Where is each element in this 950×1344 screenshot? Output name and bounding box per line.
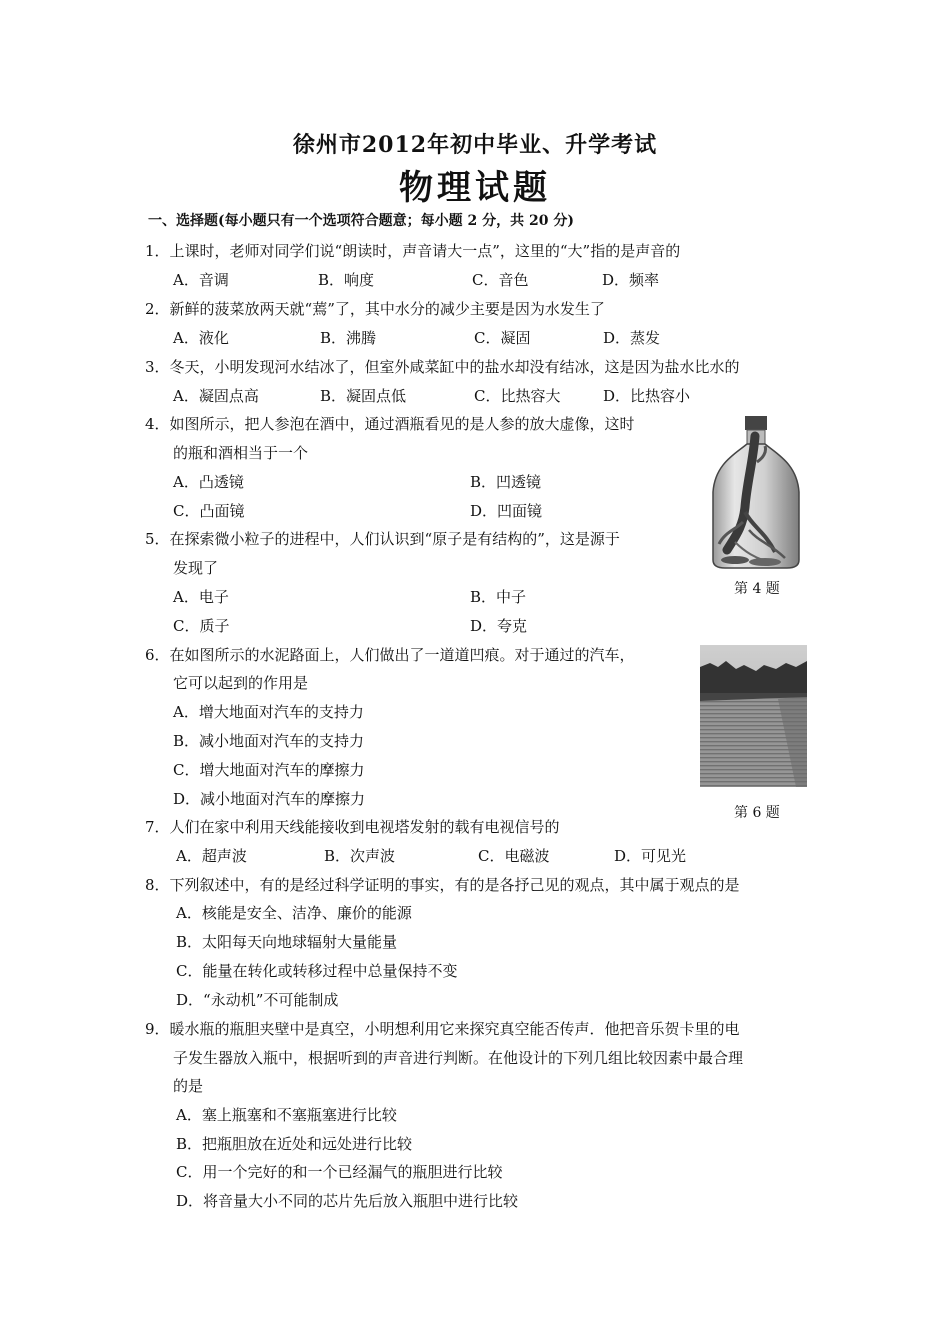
question-7-stem: 7．人们在家中利用天线能接收到电视塔发射的载有电视信号的	[145, 818, 560, 836]
question-1-option-d: D．频率	[602, 271, 660, 289]
ginseng-bottle-figure	[705, 412, 807, 572]
exam-title: 徐州市2012年初中毕业、升学考试	[292, 132, 658, 158]
question-8-stem: 8．下列叙述中，有的是经过科学证明的事实，有的是各抒己见的观点，其中属于观点的是	[145, 876, 740, 894]
question-4-option-c: C．凸面镜	[173, 502, 245, 520]
question-9-option-d: D．将音量大小不同的芯片先后放入瓶胆中进行比较	[176, 1192, 519, 1210]
question-3-option-a: A．凝固点高	[173, 387, 259, 405]
question-5-stem: 5．在探索微小粒子的进程中，人们认识到“原子是有结构的”，这是源于	[145, 530, 620, 548]
question-5-option-d: D．夸克	[470, 617, 528, 635]
question-7-option-d: D．可见光	[614, 847, 687, 865]
section-heading: 一、选择题(每小题只有一个选项符合题意；每小题 2 分，共 20 分)	[148, 213, 574, 229]
question-3-stem: 3．冬天，小明发现河水结冰了，但室外咸菜缸中的盐水却没有结冰，这是因为盐水比水的	[145, 358, 740, 376]
question-6-stem: 6．在如图所示的水泥路面上，人们做出了一道道凹痕。对于通过的汽车，	[145, 646, 635, 664]
question-1-stem: 1．上课时，老师对同学们说“朗读时，声音请大一点”，这里的“大”指的是声音的	[145, 242, 681, 260]
question-6-option-a: A．增大地面对汽车的支持力	[173, 703, 364, 721]
question-7-option-b: B．次声波	[324, 847, 396, 865]
question-1-option-a: A．音调	[173, 271, 229, 289]
question-7-option-a: A．超声波	[176, 847, 247, 865]
question-4-option-b: B．凹透镜	[470, 473, 542, 491]
question-8-option-b: B．太阳每天向地球辐射大量能量	[176, 933, 398, 951]
question-5-option-a: A．电子	[173, 588, 229, 606]
question-2-stem: 2．新鲜的菠菜放两天就“蔫”了，其中水分的减少主要是因为水发生了	[145, 300, 605, 318]
question-9-stem-cont-2: 的是	[173, 1077, 204, 1095]
question-8-option-d: D．“永动机”不可能制成	[176, 991, 339, 1009]
question-7-option-c: C．电磁波	[478, 847, 550, 865]
question-9-option-b: B．把瓶胆放在近处和远处进行比较	[176, 1135, 413, 1153]
figure-6-caption: 第 6 题	[734, 805, 780, 821]
question-2-option-d: D．蒸发	[603, 329, 661, 347]
question-5-option-c: C．质子	[173, 617, 230, 635]
question-8-option-a: A．核能是安全、洁净、廉价的能源	[176, 904, 412, 922]
question-3-option-c: C．比热容大	[474, 387, 561, 405]
question-4-option-d: D．凹面镜	[470, 502, 543, 520]
question-2-option-c: C．凝固	[474, 329, 531, 347]
grooved-road-figure	[700, 645, 807, 787]
question-9-option-a: A．塞上瓶塞和不塞瓶塞进行比较	[176, 1106, 397, 1124]
question-6-stem-cont: 它可以起到的作用是	[173, 674, 309, 692]
question-2-option-a: A．液化	[173, 329, 229, 347]
exam-subject: 物理试题	[399, 168, 551, 208]
question-1-option-c: C．音色	[472, 271, 529, 289]
question-6-option-d: D．减小地面对汽车的摩擦力	[173, 790, 366, 808]
question-9-stem-cont-1: 子发生器放入瓶中，根据听到的声音进行判断。在他设计的下列几组比较因素中最合理	[173, 1049, 744, 1067]
question-4-option-a: A．凸透镜	[173, 473, 244, 491]
question-3-option-d: D．比热容小	[603, 387, 691, 405]
ginseng-bottle-image	[705, 412, 807, 572]
question-6-option-b: B．减小地面对汽车的支持力	[173, 732, 365, 750]
question-5-stem-cont: 发现了	[173, 559, 219, 577]
figure-4-caption: 第 4 题	[734, 581, 780, 597]
question-4-stem-cont: 的瓶和酒相当于一个	[173, 444, 309, 462]
question-8-option-c: C．能量在转化或转移过程中总量保持不变	[176, 962, 458, 980]
question-9-stem: 9．暖水瓶的瓶胆夹壁中是真空，小明想利用它来探究真空能否传声．他把音乐贺卡里的电	[145, 1020, 740, 1038]
question-9-option-c: C．用一个完好的和一个已经漏气的瓶胆进行比较	[176, 1163, 503, 1181]
question-1-option-b: B．响度	[318, 271, 375, 289]
question-3-option-b: B．凝固点低	[320, 387, 407, 405]
question-4-stem: 4．如图所示，把人参泡在酒中，通过酒瓶看见的是人参的放大虚像，这时	[145, 415, 635, 433]
question-5-option-b: B．中子	[470, 588, 527, 606]
question-6-option-c: C．增大地面对汽车的摩擦力	[173, 761, 365, 779]
grooved-road-image	[700, 645, 807, 787]
question-2-option-b: B．沸腾	[320, 329, 377, 347]
